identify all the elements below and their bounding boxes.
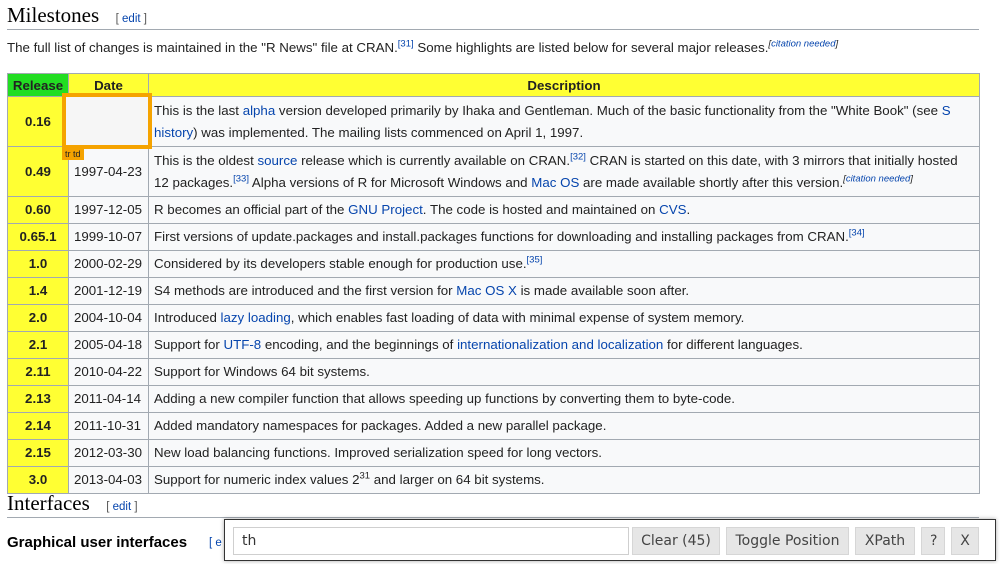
desc-text: Support for numeric index values 2 xyxy=(154,472,360,487)
date-cell: 1997-04-23 xyxy=(69,147,149,197)
edit-bracket: ] xyxy=(134,501,138,513)
header-description: Description xyxy=(149,74,980,97)
table-row xyxy=(8,440,980,467)
table-row xyxy=(8,197,980,224)
clear-button[interactable]: Clear (45) xyxy=(632,527,720,555)
desc-text: Considered by its developers stable enough for production use. xyxy=(154,256,527,271)
release-cell: 1.4 xyxy=(8,278,69,305)
table-row xyxy=(8,359,980,386)
toggle-position-button[interactable]: Toggle Position xyxy=(726,527,849,555)
utf-8-link[interactable]: UTF-8 xyxy=(223,337,262,352)
citation-needed-link[interactable]: citation needed xyxy=(771,38,836,50)
desc-text: Introduced xyxy=(154,310,221,325)
release-cell: 0.60 xyxy=(8,197,69,224)
date-cell: 2000-02-29 xyxy=(69,251,149,278)
table-row xyxy=(8,224,980,251)
lazy-loading-link[interactable]: lazy loading xyxy=(220,310,291,325)
gui-edit-link[interactable]: [ e xyxy=(209,537,222,549)
mac-os-x-link[interactable]: Mac OS X xyxy=(456,283,517,298)
desc-text: encoding, and the beginnings of xyxy=(261,337,458,352)
ref-34-link[interactable]: [34] xyxy=(848,227,865,239)
description-cell xyxy=(149,332,980,359)
release-cell: 0.16 xyxy=(8,97,69,147)
xpath-button[interactable]: XPath xyxy=(855,527,915,555)
gui-subheading: Graphical user interfaces xyxy=(7,534,188,551)
selector-highlight-label: tr td xyxy=(62,149,84,160)
table-row xyxy=(8,467,980,494)
description-cell xyxy=(149,197,980,224)
description-cell xyxy=(149,251,980,278)
description-cell xyxy=(149,467,980,494)
date-cell: 2013-04-03 xyxy=(69,467,149,494)
desc-text: . xyxy=(686,202,691,217)
table-row xyxy=(8,305,980,332)
intro-text: The full list of changes is maintained in the "R News" file at CRAN. xyxy=(7,40,398,55)
desc-text: version developed primarily by Ihaka and Gentleman. Much of the basic functionality from the "White Book" (see xyxy=(275,102,942,118)
desc-text: for different languages. xyxy=(663,337,803,352)
description-cell xyxy=(149,147,980,197)
date-cell: 1997-12-05 xyxy=(69,197,149,224)
mac-os-link[interactable]: Mac OS xyxy=(531,174,580,190)
table-row xyxy=(8,386,980,413)
desc-text: is made available soon after. xyxy=(516,283,690,298)
s-history-link[interactable]: S history xyxy=(154,102,951,140)
interfaces-edit-section xyxy=(106,501,137,513)
source-link[interactable]: source xyxy=(257,152,298,168)
description-cell: New load balancing functions. Improved serialization speed for long vectors. xyxy=(149,440,980,467)
table-row xyxy=(8,332,980,359)
desc-text: , which enables fast loading of data with minimal expense of system memory. xyxy=(290,310,745,325)
cn-bracket: ] xyxy=(835,38,839,50)
edit-bracket: [ xyxy=(115,13,119,25)
table-header-row xyxy=(8,74,980,97)
milestones-edit-link[interactable]: edit xyxy=(122,13,141,25)
header-date: Date xyxy=(69,74,149,97)
description-cell: Support for Windows 64 bit systems. xyxy=(149,359,980,386)
date-cell: 2011-04-14 xyxy=(69,386,149,413)
milestones-heading: Milestones xyxy=(7,3,100,27)
gui-edit-partial[interactable] xyxy=(209,537,222,549)
description-cell xyxy=(149,224,980,251)
interfaces-heading: Interfaces xyxy=(7,491,90,515)
date-cell: 2010-04-22 xyxy=(69,359,149,386)
release-cell: 1.0 xyxy=(8,251,69,278)
milestones-intro xyxy=(7,39,997,57)
description-cell: Added mandatory namespaces for packages. Added a new parallel package. xyxy=(149,413,980,440)
date-cell: 2005-04-18 xyxy=(69,332,149,359)
table-row xyxy=(8,413,980,440)
release-cell: 2.14 xyxy=(8,413,69,440)
desc-text: S4 methods are introduced and the first version for xyxy=(154,283,457,298)
i18n-link[interactable]: internationalization and localization xyxy=(457,337,664,352)
date-cell: 2011-10-31 xyxy=(69,413,149,440)
description-cell xyxy=(149,97,980,147)
ref-35-link[interactable]: [35] xyxy=(526,254,543,266)
date-cell: 2004-10-04 xyxy=(69,305,149,332)
release-cell: 2.0 xyxy=(8,305,69,332)
interfaces-heading-row xyxy=(7,491,979,518)
table-row xyxy=(8,251,980,278)
cvs-link[interactable]: CVS xyxy=(659,202,687,217)
cn-bracket: [ xyxy=(768,38,772,50)
release-cell: 0.49 xyxy=(8,147,69,197)
table-row xyxy=(8,147,980,197)
date-cell: 2012-03-30 xyxy=(69,440,149,467)
desc-text: ) was implemented. The mailing lists commenced on April 1, 1997. xyxy=(193,124,584,140)
desc-text: Alpha versions of R for Microsoft Windows and xyxy=(248,174,532,190)
desc-text: This is the last xyxy=(154,102,243,118)
desc-text: release which is currently available on CRAN. xyxy=(297,152,571,168)
milestones-table xyxy=(7,73,980,494)
cn-bracket: ] xyxy=(910,173,913,185)
ref-33-link[interactable]: [33] xyxy=(233,173,249,185)
cn-bracket: [ xyxy=(843,173,846,185)
release-cell: 2.15 xyxy=(8,440,69,467)
header-release: Release xyxy=(8,74,69,97)
gnu-project-link[interactable]: GNU Project xyxy=(348,202,423,217)
help-button[interactable]: ? xyxy=(921,527,945,555)
exponent: 31 xyxy=(359,470,371,482)
desc-text: CRAN is started on this date, with 3 mirrors that initially hosted 12 packages. xyxy=(154,152,958,190)
date-cell: 2001-12-19 xyxy=(69,278,149,305)
desc-text: . The code is hosted and maintained on xyxy=(422,202,660,217)
desc-text: First versions of update.packages and install.packages functions for downloading and installing packages from CRAN. xyxy=(154,229,849,244)
css-selector-input[interactable] xyxy=(233,527,629,555)
desc-text: are made available shortly after this version. xyxy=(579,174,844,190)
desc-text: and larger on 64 bit systems. xyxy=(370,472,545,487)
release-cell: 0.65.1 xyxy=(8,224,69,251)
citation-needed-link[interactable]: citation needed xyxy=(845,173,911,185)
alpha-link[interactable]: alpha xyxy=(242,102,276,118)
interfaces-edit-link[interactable]: edit xyxy=(112,501,132,513)
release-cell: 2.11 xyxy=(8,359,69,386)
selector-gadget-toolbar xyxy=(224,519,996,561)
table-row xyxy=(8,278,980,305)
desc-text: Support for xyxy=(154,337,224,352)
ref-31-link[interactable]: [31] xyxy=(397,38,414,50)
close-button[interactable]: X xyxy=(951,527,979,555)
description-cell xyxy=(149,305,980,332)
edit-bracket: ] xyxy=(143,13,147,25)
release-cell: 3.0 xyxy=(8,467,69,494)
intro-text: Some highlights are listed below for several major releases. xyxy=(413,40,769,55)
description-cell xyxy=(149,278,980,305)
date-cell: 1999-10-07 xyxy=(69,224,149,251)
release-cell: 2.1 xyxy=(8,332,69,359)
desc-text: This is the oldest xyxy=(154,152,258,168)
milestones-heading-row xyxy=(7,3,979,30)
desc-text: R becomes an official part of the xyxy=(154,202,349,217)
release-cell: 2.13 xyxy=(8,386,69,413)
description-cell: Adding a new compiler function that allows speeding up functions by converting them to byte-code. xyxy=(149,386,980,413)
selector-highlight-box[interactable] xyxy=(62,93,152,149)
milestones-edit-section xyxy=(116,13,147,25)
table-row xyxy=(8,97,980,147)
ref-32-link[interactable]: [32] xyxy=(570,151,586,163)
edit-bracket: [ xyxy=(106,501,110,513)
